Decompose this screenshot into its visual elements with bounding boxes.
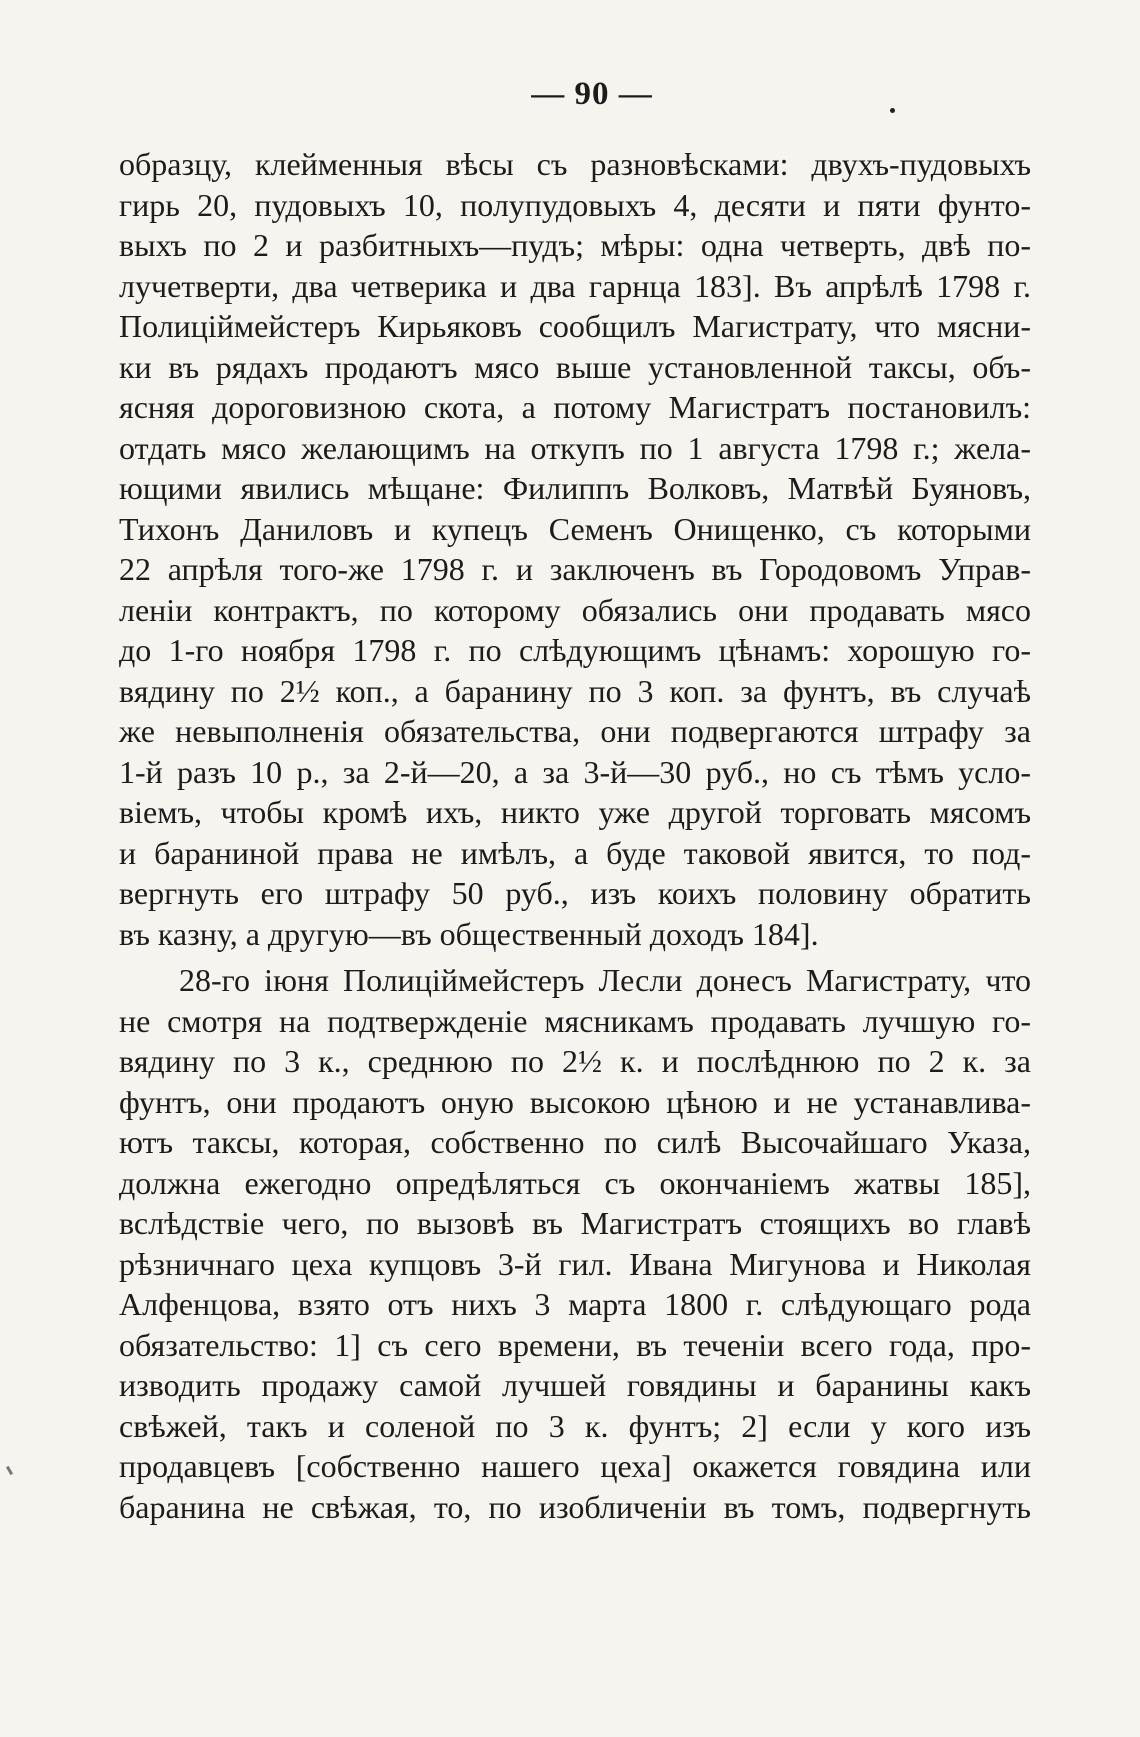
paragraph <box>119 960 1031 1527</box>
text-line: вслѣдствіе чего, по вызовѣ въ Магистратъ стоящихъ во главѣ <box>119 1205 1031 1241</box>
text-line: віемъ, чтобы кромѣ ихъ, никто уже другой торговать мясомъ <box>119 794 1031 830</box>
paragraph <box>119 144 1031 954</box>
text-line: вядину по 3 к., среднюю по 2½ к. и послѣднюю по 2 к. за <box>119 1043 1031 1079</box>
text-line: же невыполненія обязательства, они подвергаются штрафу за <box>119 713 1031 749</box>
text-line: вергнуть его штрафу 50 руб., изъ коихъ половину обратить <box>119 875 1031 911</box>
text-line: 28-го іюня Полиціймейстеръ Лесли донесъ Магистрату, что <box>179 962 1031 998</box>
text-line: Тихонъ Даниловъ и купецъ Семенъ Онищенко, съ которыми <box>119 510 1031 547</box>
text-line: фунтъ, они продаютъ оную высокою цѣною и не устанавлива- <box>119 1083 1031 1120</box>
text-line: Алфенцова, взято отъ нихъ 3 марта 1800 г. слѣдующаго рода <box>119 1286 1031 1322</box>
text-line: отдать мясо желающимъ на откупъ по 1 августа 1798 г.; жела- <box>119 429 1031 466</box>
text-line: образцу, клейменныя вѣсы съ разновѣсками: двухъ-пудовыхъ <box>119 146 1031 182</box>
text-line: 22 апрѣля того-же 1798 г. и заключенъ въ Городовомъ Управ- <box>119 551 1031 587</box>
text-line: свѣжей, такъ и соленой по 3 к. фунтъ; 2] если у кого изъ <box>119 1407 1031 1444</box>
text-line: должна ежегодно опредѣляться съ окончаніемъ жатвы 185], <box>119 1164 1031 1201</box>
text-line: изводить продажу самой лучшей говядины и баранины какъ <box>119 1367 1031 1403</box>
text-line: 1-й разъ 10 р., за 2-й—20, а за 3-й—30 руб., но съ тѣмъ усло- <box>119 753 1031 790</box>
text-line: баранина не свѣжая, то, по изобличеніи въ томъ, подвергнуть <box>119 1488 1031 1525</box>
text-line: и бараниной права не имѣлъ, а буде таковой явится, то под- <box>119 834 1031 871</box>
page-number: — 90 — <box>531 76 653 112</box>
text-line: лучетверти, два четверика и два гарнца 183]. Въ апрѣлѣ 1798 г. <box>119 267 1031 304</box>
body-text <box>119 144 1031 1527</box>
text-line: рѣзничнаго цеха купцовъ 3-й гил. Ивана Мигунова и Николая <box>119 1245 1031 1282</box>
text-line: ющими явились мѣщане: Филиппъ Волковъ, Матвѣй Буяновъ, <box>119 470 1031 506</box>
text-line: Полиціймейстеръ Кирьяковъ сообщилъ Магистрату, что мясни- <box>119 308 1031 344</box>
text-line: въ казну, а другую—въ общественный доходъ 184]. <box>119 915 819 952</box>
text-line: вядину по 2½ коп., а баранину по 3 коп. за фунтъ, въ случаѣ <box>119 672 1031 709</box>
text-line: выхъ по 2 и разбитныхъ—пудъ; мѣры: одна четверть, двѣ по- <box>119 227 1031 263</box>
text-line: обязательство: 1] съ сего времени, въ теченіи всего года, про- <box>119 1326 1031 1363</box>
text-line: ясняя дороговизною скота, а потому Магистратъ постановилъ: <box>119 389 1031 425</box>
print-fleck <box>6 1466 13 1475</box>
text-line: ютъ таксы, которая, собственно по силѣ Высочайшаго Указа, <box>119 1124 1031 1160</box>
print-speck <box>890 108 895 113</box>
text-line: леніи контрактъ, по которому обязались они продавать мясо <box>119 591 1031 628</box>
text-line: не смотря на подтвержденіе мясникамъ продавать лучшую го- <box>119 1002 1031 1039</box>
text-line: гирь 20, пудовыхъ 10, полупудовыхъ 4, десяти и пяти фунто- <box>119 186 1031 223</box>
text-line: продавцевъ [собственно нашего цеха] окажется говядина или <box>119 1448 1031 1484</box>
text-line: ки въ рядахъ продаютъ мясо выше установленной таксы, объ- <box>119 348 1031 385</box>
text-line: до 1-го ноября 1798 г. по слѣдующимъ цѣнамъ: хорошую го- <box>119 632 1031 668</box>
